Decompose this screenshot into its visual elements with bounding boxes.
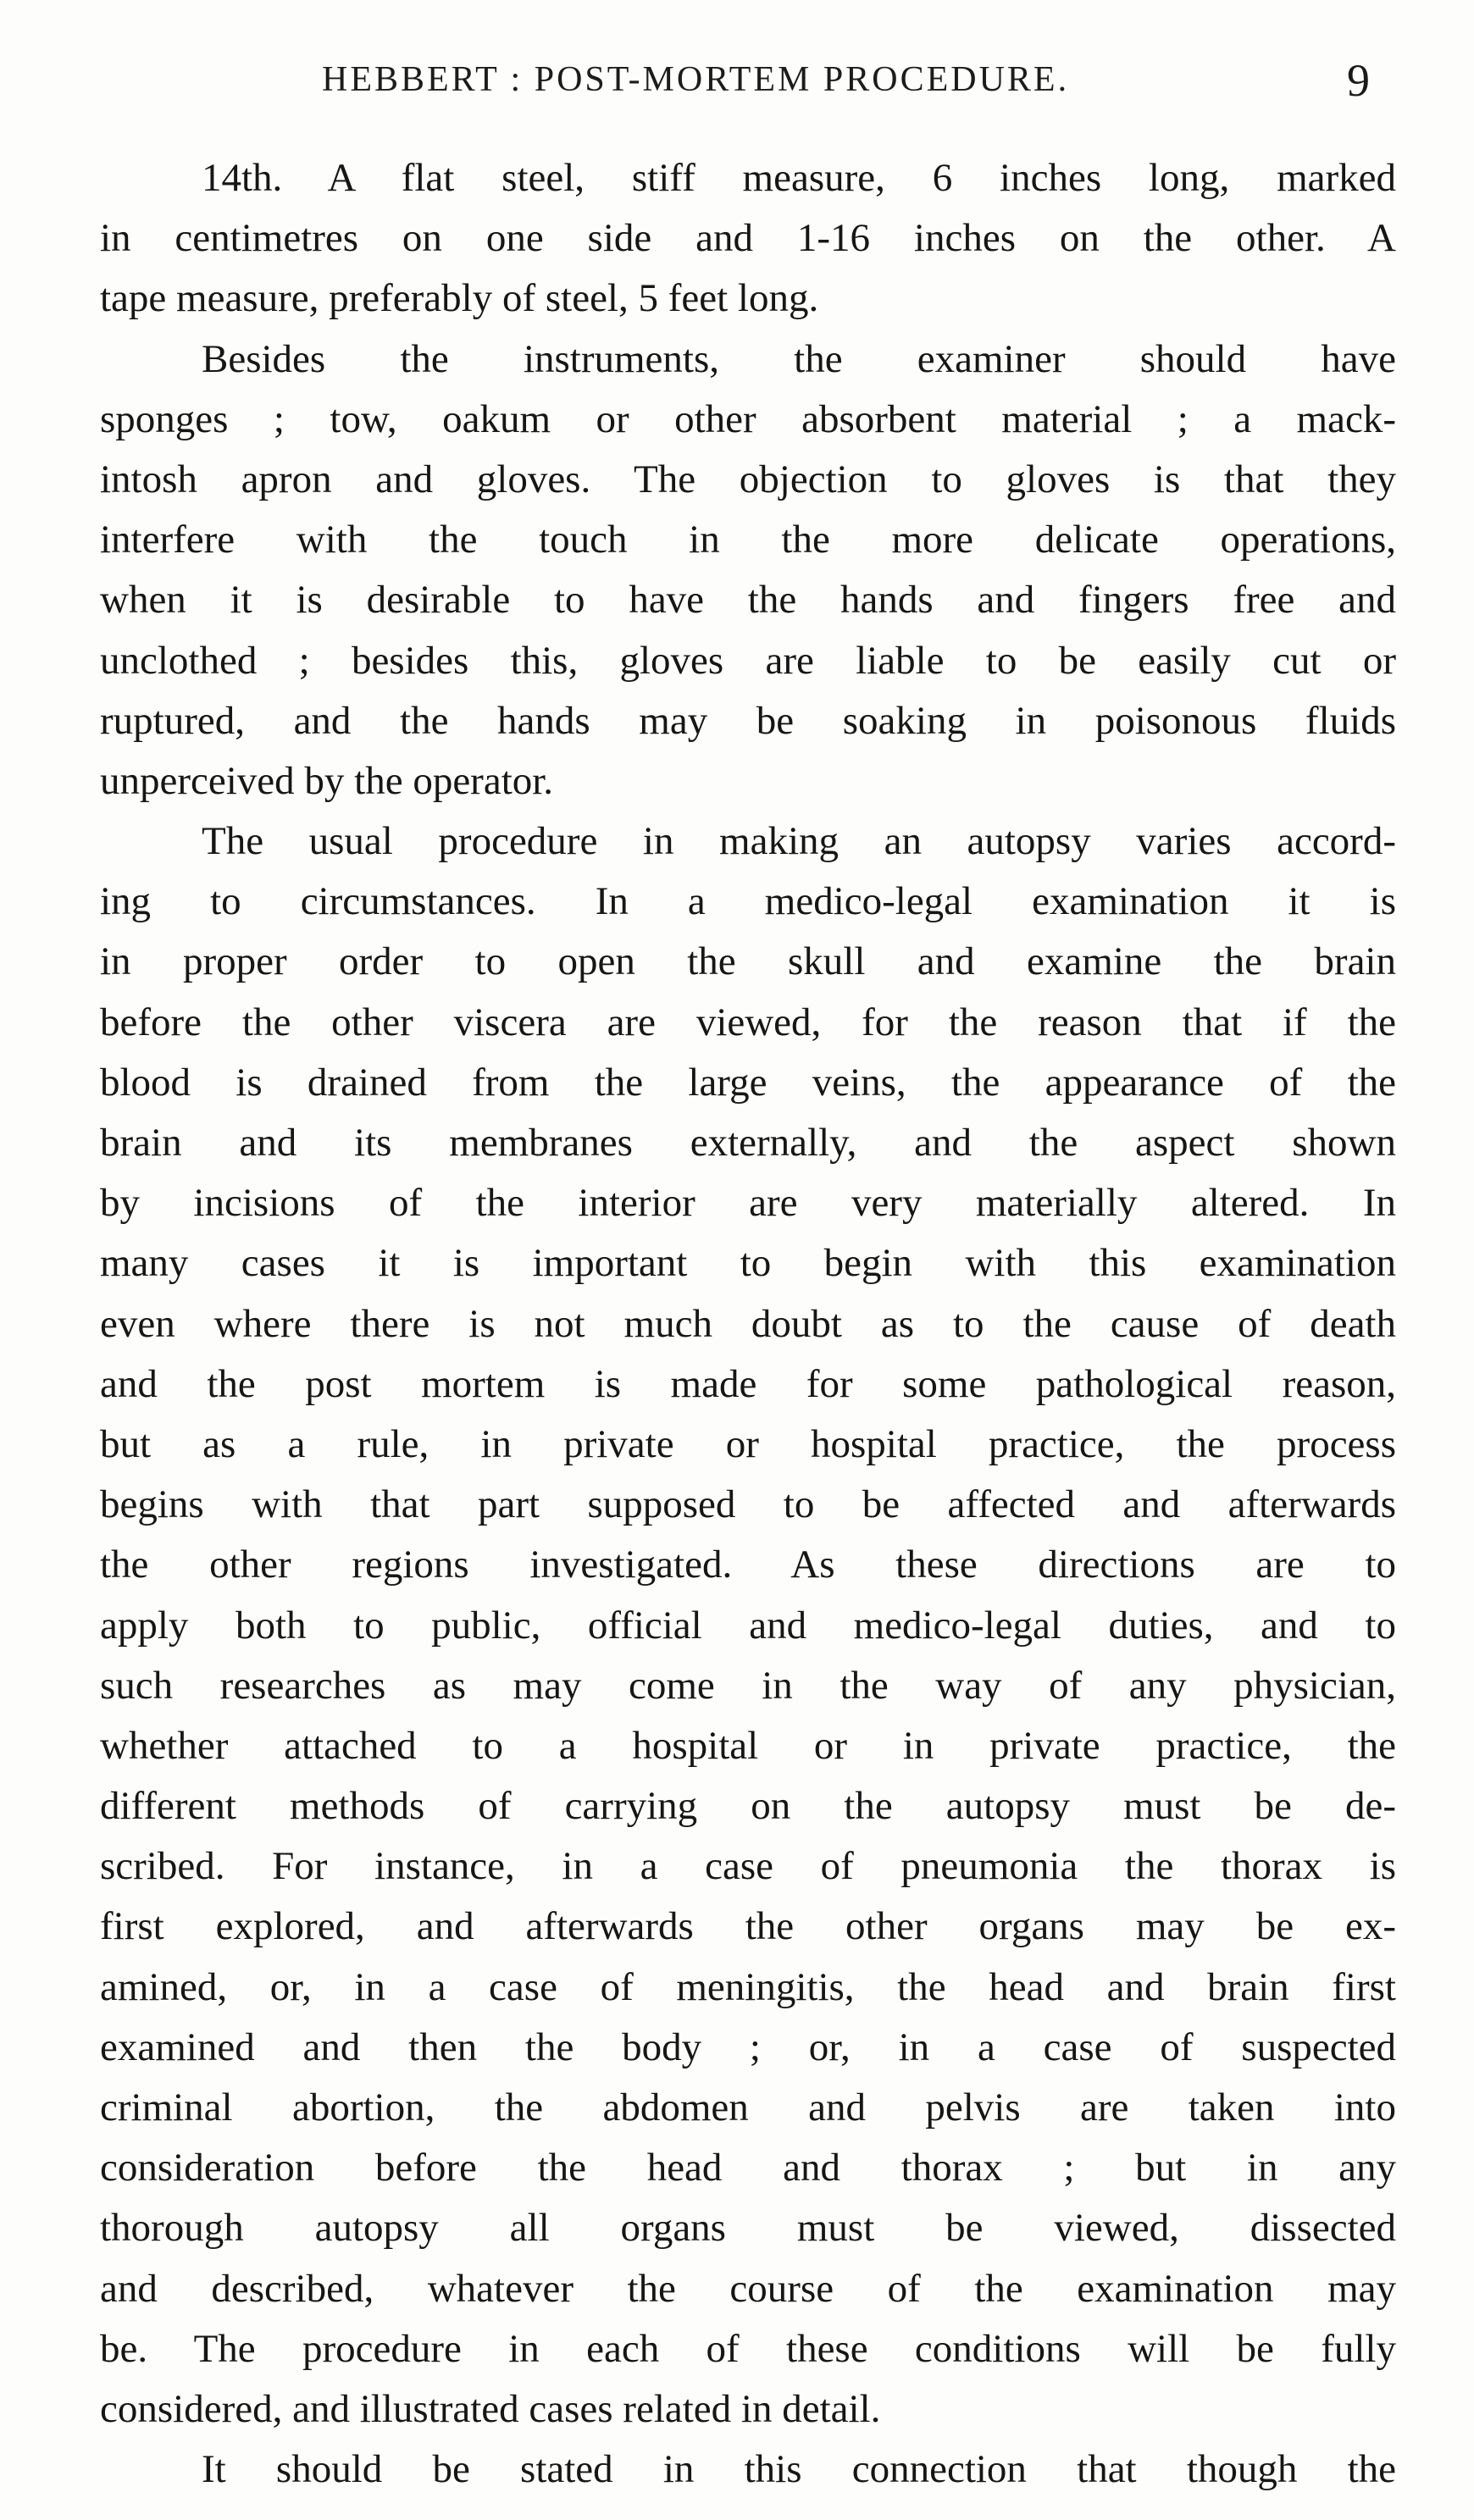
running-head — [0, 55, 1474, 127]
page-number: 9 — [1347, 55, 1370, 106]
text-line: interfere with the touch in the more delicate operations, — [100, 518, 1396, 562]
text-line: in centimetres on one side and 1-16 inches on the other. A — [100, 216, 1396, 261]
text-line: scribed. For instance, in a case of pneumonia the thorax is — [100, 1844, 1396, 1889]
text-line: The usual procedure in making an autopsy varies accord- — [202, 819, 1396, 864]
text-line: apply both to public, official and medico-legal duties, and to — [100, 1603, 1396, 1648]
text-line: and the post mortem is made for some pathological reason, — [100, 1361, 1396, 1406]
text-line: be. The procedure in each of these conditions will be fully — [100, 2326, 1396, 2371]
text-line: even where there is not much doubt as to the cause of death — [100, 1301, 1396, 1346]
text-line: ruptured, and the hands may be soaking in poisonous fluids — [100, 698, 1396, 743]
text-line: brain and its membranes externally, and the aspect shown — [100, 1121, 1396, 1165]
running-title: HEBBERT : POST-MORTEM PROCEDURE. — [322, 60, 1070, 99]
text-line: 14th. A flat steel, stiff measure, 6 inches long, marked — [202, 156, 1396, 200]
text-line: unclothed ; besides this, gloves are liable to be easily cut or — [100, 638, 1396, 683]
text-line: consideration before the head and thorax ; but in any — [100, 2146, 1396, 2190]
text-line: It should be stated in this connection that though the — [202, 2447, 1396, 2492]
text-line: considered, and illustrated cases related in detail. — [100, 2386, 881, 2431]
text-line: in proper order to open the skull and examine the brain — [100, 939, 1396, 984]
text-line: sponges ; tow, oakum or other absorbent material ; a mack- — [100, 396, 1396, 441]
text-line: the other regions investigated. As these directions are to — [100, 1542, 1396, 1587]
text-line: by incisions of the interior are very materially altered. In — [100, 1181, 1396, 1226]
text-line: thorough autopsy all organs must be viewed, dissected — [100, 2206, 1396, 2251]
text-line: before the other viscera are viewed, for the reason that if the — [100, 1000, 1396, 1044]
text-line: different methods of carrying on the autopsy must be de- — [100, 1784, 1396, 1829]
text-line: whether attached to a hospital or in private practice, the — [100, 1723, 1396, 1768]
text-line: such researches as may come in the way of any physician, — [100, 1663, 1396, 1708]
text-line: unperceived by the operator. — [100, 758, 554, 803]
text-line: and described, whatever the course of the examination may — [100, 2266, 1396, 2311]
text-line: first explored, and afterwards the other organs may be ex- — [100, 1904, 1396, 1949]
text-line: tape measure, preferably of steel, 5 feet long. — [100, 276, 819, 321]
text-line: Besides the instruments, the examiner should have — [202, 336, 1396, 381]
text-line: begins with that part supposed to be affected and afterwards — [100, 1482, 1396, 1527]
text-line: intosh apron and gloves. The objection to gloves is that they — [100, 457, 1396, 501]
text-line: amined, or, in a case of meningitis, the head and brain first — [100, 1964, 1396, 2009]
text-line: criminal abortion, the abdomen and pelvis are taken into — [100, 2085, 1396, 2130]
text-line: when it is desirable to have the hands and fingers free and — [100, 578, 1396, 623]
text-line: blood is drained from the large veins, the appearance of the — [100, 1060, 1396, 1105]
text-line: ing to circumstances. In a medico-legal examination it is — [100, 879, 1396, 924]
text-line: examined and then the body ; or, in a case of suspected — [100, 2024, 1396, 2069]
text-line: many cases it is important to begin with this examination — [100, 1241, 1396, 1286]
body-text — [100, 148, 1396, 2500]
text-line: but as a rule, in private or hospital practice, the process — [100, 1421, 1396, 1466]
